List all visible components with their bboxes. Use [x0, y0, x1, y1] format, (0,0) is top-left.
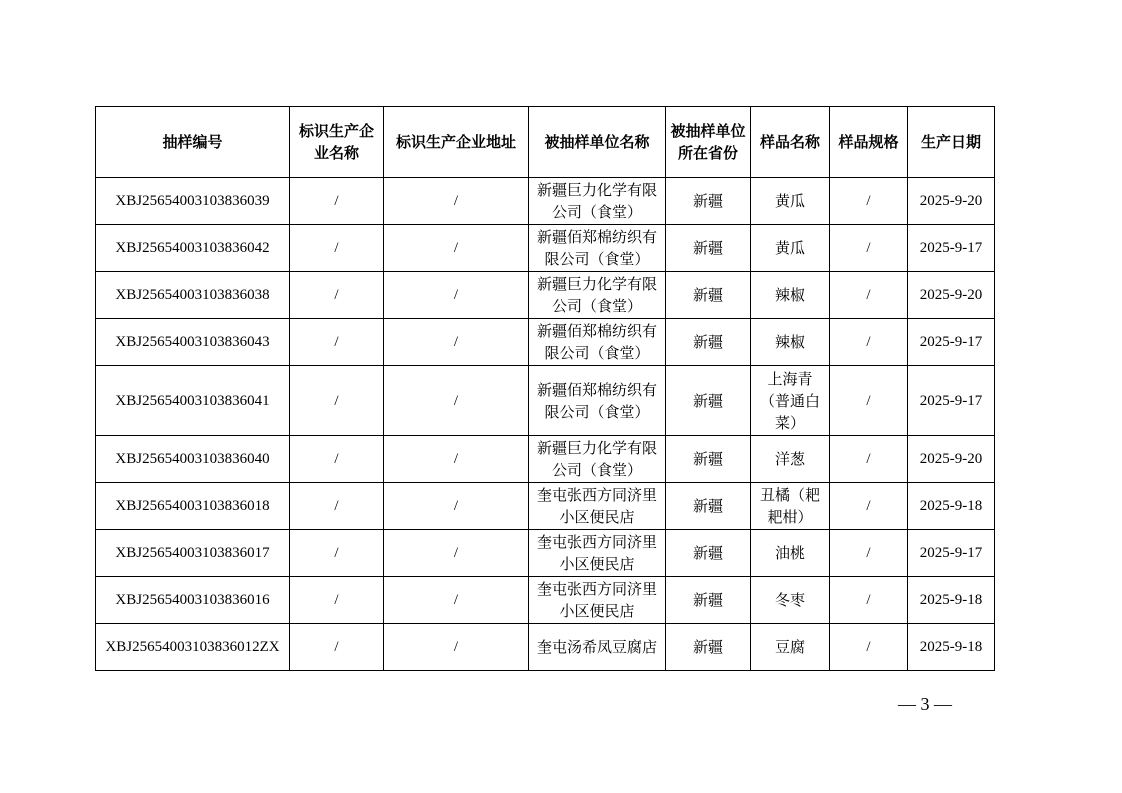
- table-row: [96, 577, 995, 624]
- header-production-date: 生产日期: [908, 107, 995, 178]
- province-cell: 新疆: [666, 272, 751, 319]
- sampled-unit-cell: 新疆巨力化学有限公司（食堂）: [529, 436, 666, 483]
- sampling-table: [95, 106, 995, 671]
- production-date-cell: 2025-9-18: [908, 483, 995, 530]
- province-cell: 新疆: [666, 225, 751, 272]
- production-date-cell: 2025-9-17: [908, 530, 995, 577]
- table-row: [96, 178, 995, 225]
- production-date-cell: 2025-9-20: [908, 272, 995, 319]
- production-date-cell: 2025-9-18: [908, 624, 995, 671]
- producer-name-cell: /: [290, 624, 384, 671]
- province-cell: 新疆: [666, 577, 751, 624]
- sample-spec-cell: /: [830, 225, 908, 272]
- sample-spec-cell: /: [830, 178, 908, 225]
- province-cell: 新疆: [666, 483, 751, 530]
- sample-name-cell: 上海青（普通白菜）: [751, 366, 830, 436]
- province-cell: 新疆: [666, 366, 751, 436]
- table-header-row: [96, 107, 995, 178]
- table-row: [96, 319, 995, 366]
- sample-name-cell: 黄瓜: [751, 225, 830, 272]
- sample-spec-cell: /: [830, 436, 908, 483]
- sampled-unit-cell: 新疆佰郑棉纺织有限公司（食堂）: [529, 225, 666, 272]
- sampled-unit-cell: 奎屯汤希凤豆腐店: [529, 624, 666, 671]
- sample-spec-cell: /: [830, 272, 908, 319]
- producer-name-cell: /: [290, 436, 384, 483]
- sampled-unit-cell: 奎屯张西方同济里小区便民店: [529, 530, 666, 577]
- sampled-unit-cell: 新疆佰郑棉纺织有限公司（食堂）: [529, 319, 666, 366]
- sampled-unit-cell: 奎屯张西方同济里小区便民店: [529, 483, 666, 530]
- production-date-cell: 2025-9-17: [908, 319, 995, 366]
- producer-name-cell: /: [290, 577, 384, 624]
- sample-spec-cell: /: [830, 483, 908, 530]
- sample-name-cell: 冬枣: [751, 577, 830, 624]
- sample-spec-cell: /: [830, 530, 908, 577]
- sample-code-cell: XBJ25654003103836043: [96, 319, 290, 366]
- sampled-unit-cell: 新疆巨力化学有限公司（食堂）: [529, 178, 666, 225]
- sample-spec-cell: /: [830, 366, 908, 436]
- sample-name-cell: 辣椒: [751, 319, 830, 366]
- sampled-unit-cell: 新疆巨力化学有限公司（食堂）: [529, 272, 666, 319]
- sample-code-cell: XBJ25654003103836017: [96, 530, 290, 577]
- producer-name-cell: /: [290, 272, 384, 319]
- sample-code-cell: XBJ25654003103836038: [96, 272, 290, 319]
- province-cell: 新疆: [666, 319, 751, 366]
- header-producer-name: 标识生产企业名称: [290, 107, 384, 178]
- sample-spec-cell: /: [830, 319, 908, 366]
- sample-name-cell: 丑橘（耙耙柑）: [751, 483, 830, 530]
- producer-address-cell: /: [384, 272, 529, 319]
- province-cell: 新疆: [666, 624, 751, 671]
- sample-name-cell: 黄瓜: [751, 178, 830, 225]
- header-producer-address: 标识生产企业地址: [384, 107, 529, 178]
- sample-name-cell: 辣椒: [751, 272, 830, 319]
- sampled-unit-cell: 奎屯张西方同济里小区便民店: [529, 577, 666, 624]
- sample-code-cell: XBJ25654003103836040: [96, 436, 290, 483]
- header-province: 被抽样单位所在省份: [666, 107, 751, 178]
- sample-name-cell: 洋葱: [751, 436, 830, 483]
- production-date-cell: 2025-9-17: [908, 366, 995, 436]
- table-row: [96, 366, 995, 436]
- table-row: [96, 624, 995, 671]
- producer-address-cell: /: [384, 624, 529, 671]
- producer-address-cell: /: [384, 319, 529, 366]
- province-cell: 新疆: [666, 530, 751, 577]
- table-row: [96, 530, 995, 577]
- sample-code-cell: XBJ25654003103836018: [96, 483, 290, 530]
- table-row: [96, 483, 995, 530]
- table-row: [96, 436, 995, 483]
- header-sample-name: 样品名称: [751, 107, 830, 178]
- province-cell: 新疆: [666, 178, 751, 225]
- sample-spec-cell: /: [830, 577, 908, 624]
- producer-address-cell: /: [384, 530, 529, 577]
- table-row: [96, 225, 995, 272]
- sample-name-cell: 豆腐: [751, 624, 830, 671]
- sample-code-cell: XBJ25654003103836016: [96, 577, 290, 624]
- sample-spec-cell: /: [830, 624, 908, 671]
- producer-name-cell: /: [290, 225, 384, 272]
- header-sampled-unit: 被抽样单位名称: [529, 107, 666, 178]
- table-row: [96, 272, 995, 319]
- production-date-cell: 2025-9-20: [908, 436, 995, 483]
- producer-name-cell: /: [290, 530, 384, 577]
- sampled-unit-cell: 新疆佰郑棉纺织有限公司（食堂）: [529, 366, 666, 436]
- producer-address-cell: /: [384, 366, 529, 436]
- sample-code-cell: XBJ25654003103836039: [96, 178, 290, 225]
- production-date-cell: 2025-9-18: [908, 577, 995, 624]
- header-sample-code: 抽样编号: [96, 107, 290, 178]
- province-cell: 新疆: [666, 436, 751, 483]
- sample-code-cell: XBJ25654003103836041: [96, 366, 290, 436]
- producer-address-cell: /: [384, 483, 529, 530]
- producer-name-cell: /: [290, 319, 384, 366]
- producer-name-cell: /: [290, 483, 384, 530]
- header-sample-spec: 样品规格: [830, 107, 908, 178]
- producer-name-cell: /: [290, 178, 384, 225]
- sample-code-cell: XBJ25654003103836042: [96, 225, 290, 272]
- producer-address-cell: /: [384, 436, 529, 483]
- production-date-cell: 2025-9-17: [908, 225, 995, 272]
- producer-name-cell: /: [290, 366, 384, 436]
- page-number: — 3 —: [898, 694, 952, 714]
- producer-address-cell: /: [384, 178, 529, 225]
- sample-name-cell: 油桃: [751, 530, 830, 577]
- producer-address-cell: /: [384, 225, 529, 272]
- production-date-cell: 2025-9-20: [908, 178, 995, 225]
- producer-address-cell: /: [384, 577, 529, 624]
- sample-code-cell: XBJ25654003103836012ZX: [96, 624, 290, 671]
